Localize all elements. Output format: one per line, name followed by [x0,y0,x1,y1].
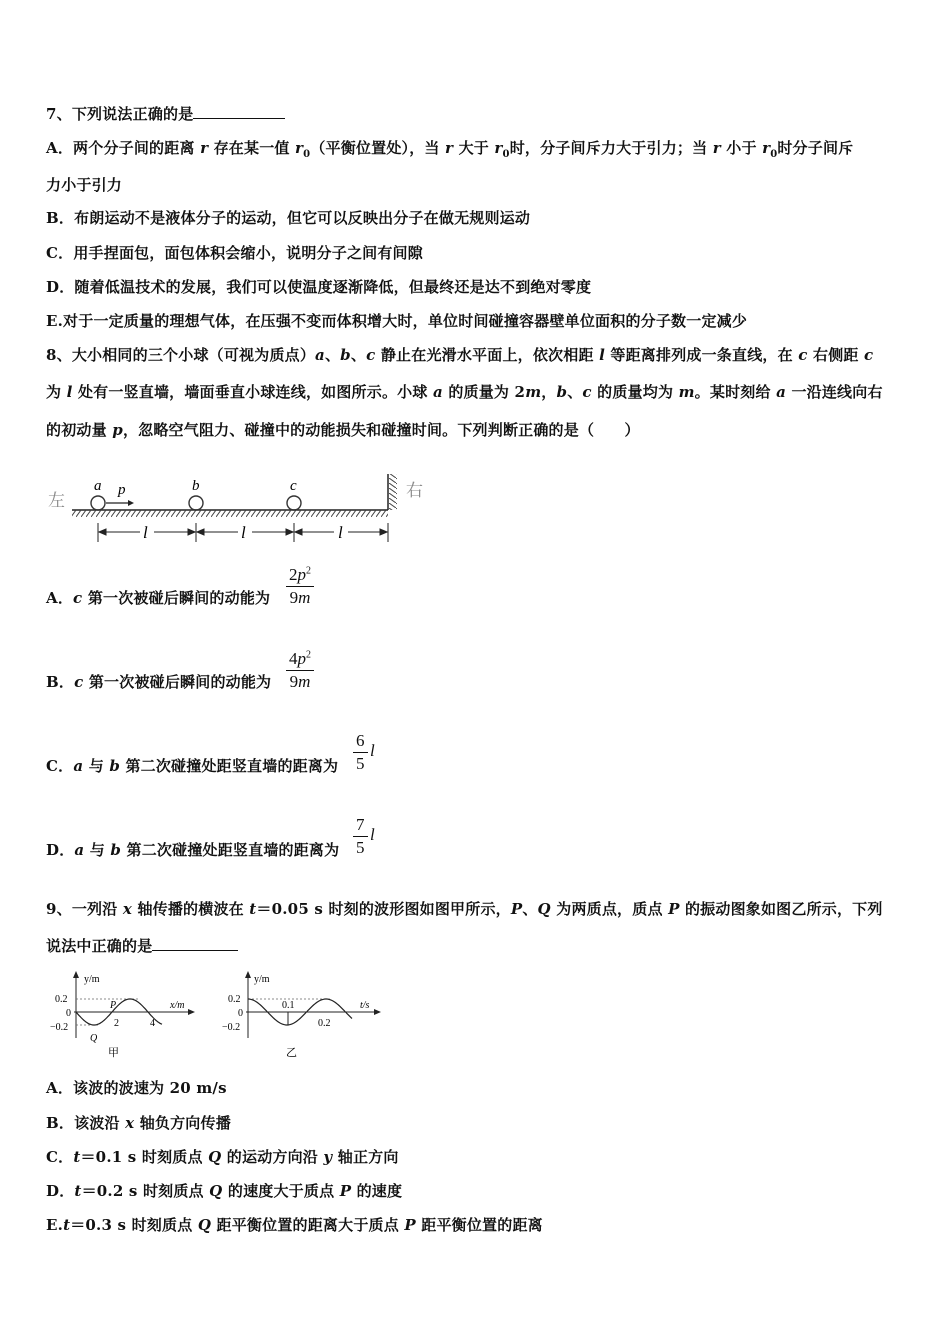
momentum-label: p [118,482,126,498]
wall-hatch [389,474,397,510]
svg-text:乙: 乙 [286,1047,297,1059]
q8-stem-line3: 的初动量 p，忽略空气阻力、碰撞中的动能损失和碰撞时间。下列判断正确的是（ ） [46,421,640,439]
answer-blank[interactable] [193,104,285,119]
svg-text:x/m: x/m [170,1000,185,1011]
ball-b [189,496,203,510]
q8-option-d: D．a 与 b 第二次碰撞处距竖直墙的距离为 [46,841,340,859]
svg-text:P: P [110,1000,117,1011]
svg-text:2: 2 [114,1018,119,1029]
svg-text:y/m: y/m [254,974,270,985]
q8-balls-figure [46,468,436,548]
q9-stem-line1: 9、一列沿 x 轴传播的横波在 t＝0.05 s 时刻的波形图如图甲所示，P、Q 为两质点，质点 P 的振动图象如图乙所示，下列 [46,900,883,918]
q9-option-a: A．该波的波速为 20 m/s [46,1079,227,1097]
svg-text:Q: Q [90,1033,98,1044]
q9-option-b: B．该波沿 x 轴负方向传播 [46,1114,231,1132]
svg-text:0.2: 0.2 [228,994,241,1005]
q9-option-e: E.t＝0.3 s 时刻质点 Q 距平衡位置的距离大于质点 P 距平衡位置的距离 [46,1216,543,1234]
q9-stem-line2: 说法中正确的是 [46,935,238,956]
q8-option-a-fraction: $\frac{2p^2}{9m}$ [286,565,314,608]
q7-option-a: A．两个分子间的距离 r 存在某一值 $r_0$（平衡位置处），当 r 大于 $r_0$时，分子间斥力大于引力；当 r 小于 $r_0$时分子间斥 [46,139,854,160]
svg-text:4: 4 [150,1018,155,1029]
q9-option-c: C．t＝0.1 s 时刻质点 Q 的运动方向沿 y 轴正方向 [46,1148,399,1166]
q8-option-b-fraction: $\frac{4p^2}{9m}$ [286,649,314,692]
ball-a [91,496,105,510]
ball-c-label: c [290,478,297,494]
q8-stem-line1: 8、大小相同的三个小球（可视为质点）a、b、c 静止在光滑水平面上，依次相距 l 等距离排列成一条直线，在 c 右侧距 c [46,346,874,364]
ball-a-label: a [94,478,102,494]
svg-text:l: l [143,523,148,542]
q7-option-c: C．用手捏面包，面包体积会缩小，说明分子之间有间隙 [46,244,423,262]
q8-option-d-tail: l [370,825,375,844]
svg-text:0.2: 0.2 [55,994,68,1005]
q9-vibration-graph-yi [220,968,385,1064]
svg-text:0.1: 0.1 [282,1000,295,1011]
svg-text:0.2: 0.2 [318,1018,331,1029]
answer-blank[interactable] [152,936,238,951]
q7-option-e: E.对于一定质量的理想气体，在压强不变而体积增大时，单位时间碰撞容器壁单位面积的分子数一定减少 [46,312,748,330]
q7-stem: 7、下列说法正确的是 [46,103,285,124]
svg-text:l: l [338,523,343,542]
q8-stem-line2: 为 l 处有一竖直墙，墙面垂直小球连线，如图所示。小球 a 的质量为 2m，b、c 的质量均为 m。某时刻给 a 一沿连线向右 [46,383,883,401]
svg-text:甲: 甲 [108,1047,119,1059]
svg-text:y/m: y/m [84,974,100,985]
q8-option-d-fraction: $\frac{7}{5}$ [353,815,368,858]
q9-wave-graph-jia [46,968,206,1064]
svg-text:l: l [241,523,246,542]
q9-option-d: D．t＝0.2 s 时刻质点 Q 的速度大于质点 P 的速度 [46,1182,403,1200]
q8-option-c-tail: l [370,741,375,760]
svg-text:0: 0 [238,1008,243,1019]
ball-b-label: b [192,478,200,494]
q8-option-c: C．a 与 b 第二次碰撞处距竖直墙的距离为 [46,757,339,775]
q8-option-c-fraction: $\frac{6}{5}$ [353,731,368,774]
label-right: 右 [406,481,423,500]
q8-option-b: B．c 第一次被碰后瞬间的动能为 [46,673,272,691]
q7-option-a-cont: 力小于引力 [46,176,123,194]
ball-c [287,496,301,510]
svg-text:t/s: t/s [360,1000,370,1011]
svg-text:0: 0 [66,1008,71,1019]
label-left: 左 [48,491,65,510]
svg-text:−0.2: −0.2 [222,1022,241,1033]
svg-text:−0.2: −0.2 [50,1022,69,1033]
q8-option-a: A．c 第一次被碰后瞬间的动能为 [46,589,271,607]
q7-option-b: B．布朗运动不是液体分子的运动，但它可以反映出分子在做无规则运动 [46,209,531,227]
q7-option-d: D．随着低温技术的发展，我们可以使温度逐渐降低，但最终还是达不到绝对零度 [46,278,592,296]
floor-hatch [72,510,388,517]
